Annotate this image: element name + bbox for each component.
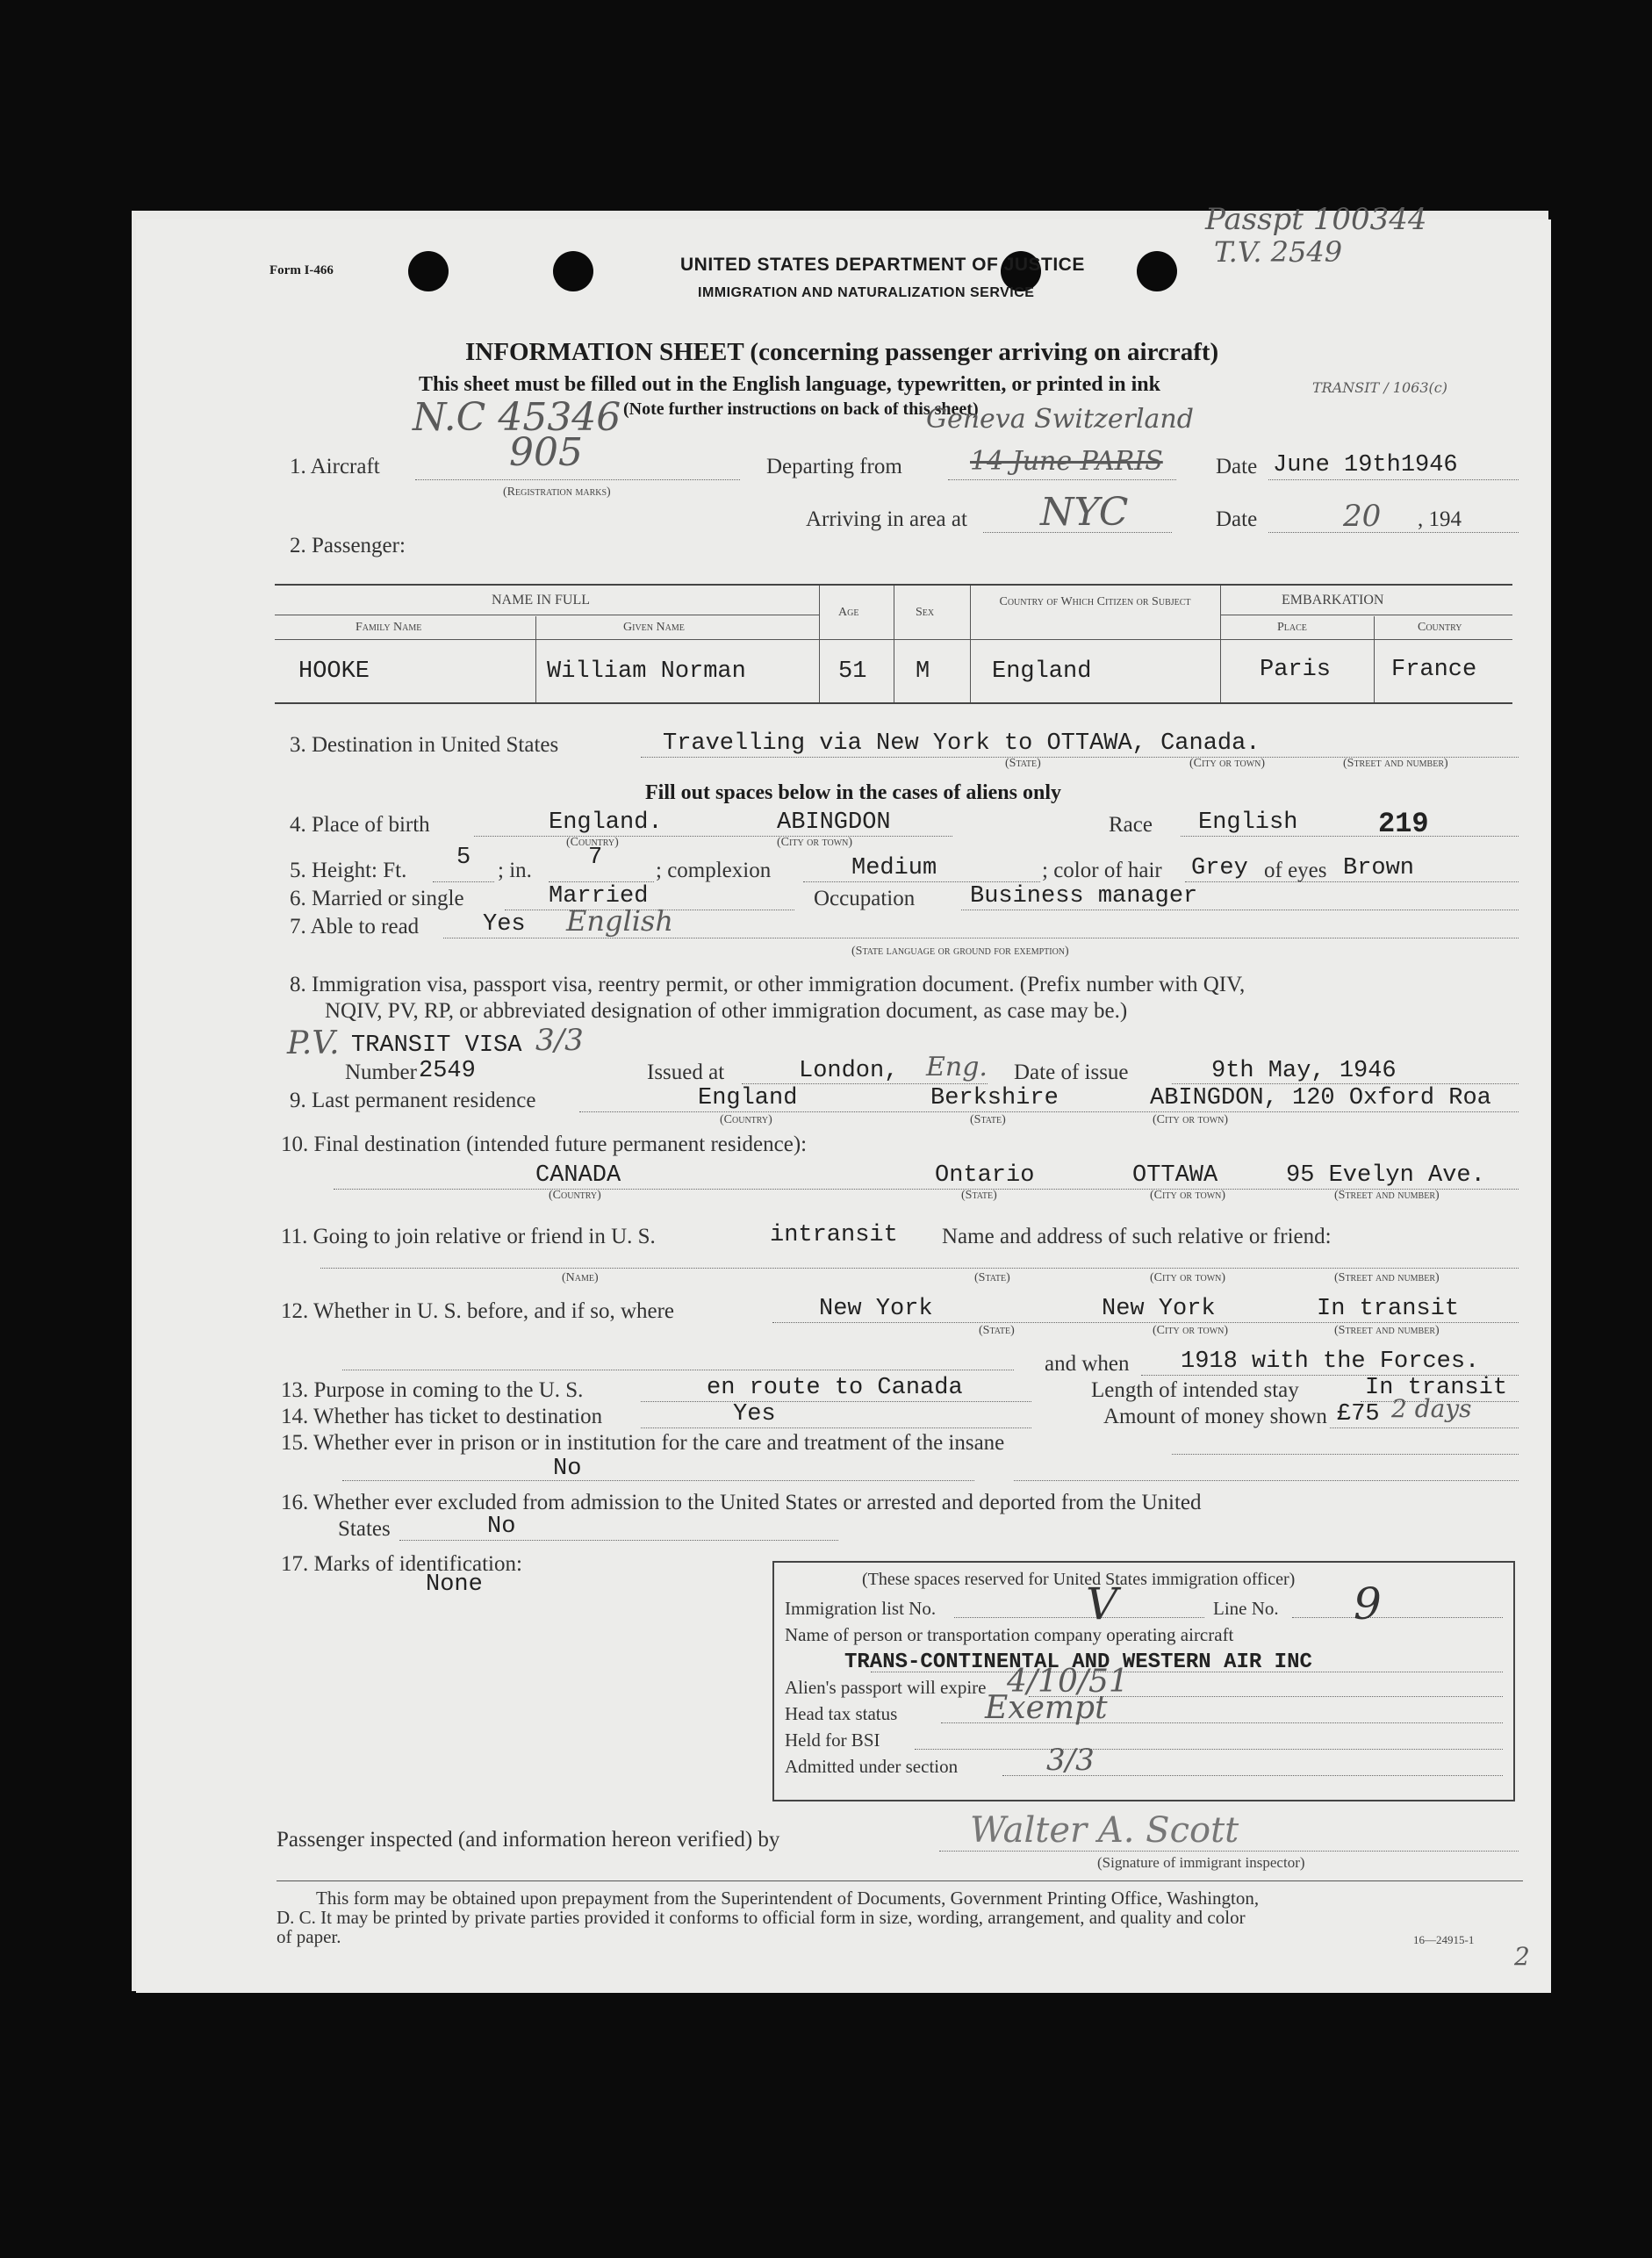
visa-section-hand: 3/3 [535, 1023, 584, 1058]
date-of-issue: 9th May, 1946 [1211, 1058, 1397, 1084]
handwritten-nc-number: N.C 45346 [413, 395, 621, 440]
arriving-label: Arriving in area at [806, 507, 967, 531]
given-name-header: Given Name [623, 621, 685, 634]
before-state: New York [819, 1296, 933, 1322]
occupation-label: Occupation [814, 887, 916, 910]
given-name: William Norman [547, 658, 746, 685]
date-of-issue-label: Date of issue [1014, 1061, 1129, 1084]
issued-at-label: Issued at [647, 1061, 725, 1084]
line-no-value: 9 [1354, 1578, 1382, 1629]
final-country-caption: (Country) [549, 1189, 601, 1202]
sheet-title: INFORMATION SHEET (concerning passenger arriving on aircraft) [465, 338, 1219, 366]
res-state-caption: (State) [970, 1113, 1006, 1126]
footer-line-2: D. C. It may be printed by private parties provided it conforms to official form in size, wording, arrangement, and quality and color [277, 1907, 1246, 1928]
dest-city-caption: (City or town) [1189, 757, 1266, 770]
signature-caption: (Signature of immigrant inspector) [1097, 1854, 1305, 1871]
sex-header: Sex [916, 606, 935, 619]
admitted-value: 3/3 [1046, 1743, 1095, 1778]
date-label: Date [1216, 455, 1258, 478]
before-state-caption: (State) [979, 1324, 1015, 1337]
officer-box [772, 1561, 1515, 1801]
eyes-value: Brown [1343, 855, 1415, 881]
marks-value: None [426, 1571, 483, 1598]
when-value: 1918 with the Forces. [1181, 1348, 1480, 1375]
birth-city: ABINGDON [777, 809, 891, 836]
inspected-label: Passenger inspected (and information hereon verified) by [277, 1828, 780, 1852]
embark-place: Paris [1260, 657, 1332, 683]
final-state-caption: (State) [961, 1189, 997, 1202]
final-country: CANADA [535, 1162, 621, 1189]
residence-country: England [698, 1085, 798, 1111]
form-number: Form I-466 [269, 263, 334, 277]
visa-number: 2549 [419, 1058, 476, 1084]
birth-country: England. [549, 809, 663, 836]
passport-expire-value: 4/10/51 [1007, 1664, 1129, 1700]
read-value: Yes [483, 911, 526, 938]
excluded-label-2: States [338, 1517, 391, 1541]
join-label: 11. Going to join relative or friend in U. S. [281, 1225, 656, 1248]
prison-value: No [553, 1456, 582, 1482]
officer-box-heading: (These spaces reserved for United States immigration officer) [862, 1570, 1296, 1589]
citizen-country-header: Country of Which Citizen or Subject [999, 595, 1191, 608]
arrival-year: , 194 [1418, 507, 1462, 531]
hair-value: Grey [1191, 855, 1248, 881]
passenger-label: 2. Passenger: [290, 534, 406, 557]
age-value: 51 [838, 658, 867, 685]
immigration-list-value: V [1086, 1578, 1118, 1629]
dest-state-caption: (State) [1005, 757, 1041, 770]
embark-country-header: Country [1418, 621, 1462, 634]
admitted-label: Admitted under section [785, 1756, 959, 1777]
before-street: In transit [1317, 1296, 1460, 1322]
departing-value: 14 June PARIS [970, 446, 1163, 477]
punch-hole [408, 251, 449, 291]
visa-prefix-hand: P.V. [287, 1025, 340, 1061]
residence-state: Berkshire [930, 1085, 1059, 1111]
passport-expire-label: Alien's passport will expire [785, 1677, 987, 1698]
visa-label-2: NQIV, PV, RP, or abbreviated designation of other immigration document, as case may be.) [325, 999, 1128, 1023]
final-city: OTTAWA [1132, 1162, 1218, 1189]
money-label: Amount of money shown [1103, 1405, 1327, 1428]
money-hand-note: 2 days [1391, 1394, 1472, 1423]
residence-label: 9. Last permanent residence [290, 1089, 536, 1112]
married-value: Married [549, 883, 649, 910]
money-value: £75 [1337, 1401, 1380, 1427]
marks-label: 17. Marks of identification: [281, 1552, 522, 1576]
birth-city-caption: (City or town) [777, 836, 853, 849]
department-name: UNITED STATES DEPARTMENT OF JUSTICE [680, 255, 1085, 275]
instruction-line: This sheet must be filled out in the English language, typewritten, or printed in ink [419, 373, 1160, 396]
join-state-caption: (State) [974, 1271, 1010, 1284]
page-mark: 2 [1514, 1942, 1530, 1971]
read-label: 7. Able to read [290, 915, 420, 938]
final-destination-label: 10. Final destination (intended future permanent residence): [281, 1133, 808, 1156]
footer-line-1: This form may be obtained upon prepayment from the Superintendent of Documents, Government Printing Office, Washington, [316, 1888, 1260, 1909]
punch-hole [1137, 251, 1177, 291]
service-name: IMMIGRATION AND NATURALIZATION SERVICE [698, 285, 1035, 300]
departure-date: June 19th1946 [1273, 452, 1458, 478]
dest-street-caption: (Street and number) [1343, 757, 1448, 770]
aircraft-registration: 905 [509, 430, 583, 475]
stay-value: In transit [1365, 1375, 1508, 1401]
place-header: Place [1277, 621, 1307, 634]
before-label: 12. Whether in U. S. before, and if so, where [281, 1299, 675, 1323]
arriving-value: NYC [1040, 490, 1129, 535]
join-name-caption: (Name) [562, 1271, 599, 1284]
hair-label: ; color of hair [1042, 859, 1162, 882]
purpose-value: en route to Canada [707, 1375, 963, 1401]
arrival-day: 20 [1343, 499, 1382, 534]
visa-number-label: Number [345, 1061, 417, 1084]
name-in-full-header: NAME IN FULL [492, 593, 590, 608]
birth-label: 4. Place of birth [290, 813, 430, 837]
read-caption: (State language or ground for exemption) [851, 945, 1069, 958]
embark-country: France [1391, 657, 1477, 683]
complexion-value: Medium [851, 855, 937, 881]
arrival-date-label: Date [1216, 507, 1258, 531]
before-city: New York [1102, 1296, 1216, 1322]
when-label: and when [1045, 1352, 1130, 1376]
height-label: 5. Height: Ft. [290, 859, 407, 882]
height-in: 7 [588, 845, 603, 871]
handwritten-departure: Geneva Switzerland [926, 404, 1194, 435]
married-label: 6. Married or single [290, 887, 464, 910]
before-city-caption: (City or town) [1153, 1324, 1229, 1337]
print-code: 16—24915-1 [1413, 1933, 1475, 1946]
inspector-signature: Walter A. Scott [970, 1810, 1239, 1851]
family-name-header: Family Name [356, 621, 422, 634]
immigration-list-label: Immigration list No. [785, 1598, 937, 1619]
residence-city-street: ABINGDON, 120 Oxford Roa [1150, 1085, 1491, 1111]
purpose-label: 13. Purpose in coming to the U. S. [281, 1378, 584, 1402]
join-value: intransit [770, 1222, 898, 1248]
operator-value: TRANS-CONTINENTAL AND WESTERN AIR INC [844, 1650, 1312, 1674]
corner-tv-note: T.V. 2549 [1214, 235, 1343, 269]
issued-at-hand: Eng. [926, 1052, 988, 1082]
registration-caption: (Registration marks) [503, 485, 611, 499]
held-bsi-label: Held for BSI [785, 1729, 880, 1751]
race-value: English [1198, 809, 1298, 836]
issued-at-value: London, [799, 1058, 899, 1084]
join-city-caption: (City or town) [1150, 1271, 1226, 1284]
res-country-caption: (Country) [720, 1113, 772, 1126]
prison-label: 15. Whether ever in prison or in institution for the care and treatment of the insane [281, 1431, 1005, 1455]
line-no-label: Line No. [1213, 1598, 1279, 1619]
embarkation-header: EMBARKATION [1282, 593, 1384, 608]
aliens-note: Fill out spaces below in the cases of aliens only [645, 781, 1062, 804]
corner-passport-note: Passpt 100344 [1205, 202, 1427, 237]
head-tax-value: Exempt [985, 1690, 1108, 1726]
height-ft: 5 [456, 845, 471, 871]
operator-label: Name of person or transportation company operating aircraft [785, 1624, 1234, 1645]
occupation-value: Business manager [970, 883, 1198, 910]
inches-label: ; in. [498, 859, 532, 882]
final-street-caption: (Street and number) [1334, 1189, 1440, 1202]
document-sheet [136, 202, 1551, 1993]
destination-label: 3. Destination in United States [290, 733, 559, 757]
read-language-hand: English [566, 904, 673, 938]
visa-type: TRANSIT VISA [351, 1032, 522, 1059]
res-city-caption: (City or town) [1153, 1113, 1229, 1126]
final-street: 95 Evelyn Ave. [1286, 1162, 1485, 1189]
ticket-value: Yes [733, 1401, 776, 1427]
departing-label: Departing from [766, 455, 902, 478]
final-city-caption: (City or town) [1150, 1189, 1226, 1202]
excluded-value: No [487, 1514, 516, 1540]
punch-hole [553, 251, 593, 291]
citizen-country: England [992, 658, 1092, 685]
join-street-caption: (Street and number) [1334, 1271, 1440, 1284]
race-label: Race [1109, 813, 1153, 837]
complexion-label: ; complexion [656, 859, 772, 882]
excluded-label-1: 16. Whether ever excluded from admission to the United States or arrested and deported from the United [281, 1491, 1202, 1514]
footer-line-3: of paper. [277, 1926, 341, 1947]
head-tax-label: Head tax status [785, 1703, 898, 1724]
final-state: Ontario [935, 1162, 1035, 1189]
stay-label: Length of intended stay [1091, 1378, 1299, 1402]
before-street-caption: (Street and number) [1334, 1324, 1440, 1337]
eyes-label: of eyes [1264, 859, 1327, 882]
instruction-note: (Note further instructions on back of this sheet) [623, 399, 979, 419]
ticket-label: 14. Whether has ticket to destination [281, 1405, 603, 1428]
destination-value: Travelling via New York to OTTAWA, Canada. [663, 730, 1261, 757]
aircraft-label: 1. Aircraft [290, 455, 380, 478]
family-name: HOOKE [298, 658, 370, 685]
race-code: 219 [1378, 808, 1429, 840]
join-label-2: Name and address of such relative or friend: [942, 1225, 1332, 1248]
birth-country-caption: (Country) [566, 836, 619, 849]
transit-stamp: TRANSIT / 1063(c) [1312, 379, 1447, 396]
age-header: Age [838, 606, 859, 619]
sex-value: M [916, 658, 930, 685]
visa-label-1: 8. Immigration visa, passport visa, reentry permit, or other immigration document. (Prefix number with QIV, [290, 973, 1246, 996]
